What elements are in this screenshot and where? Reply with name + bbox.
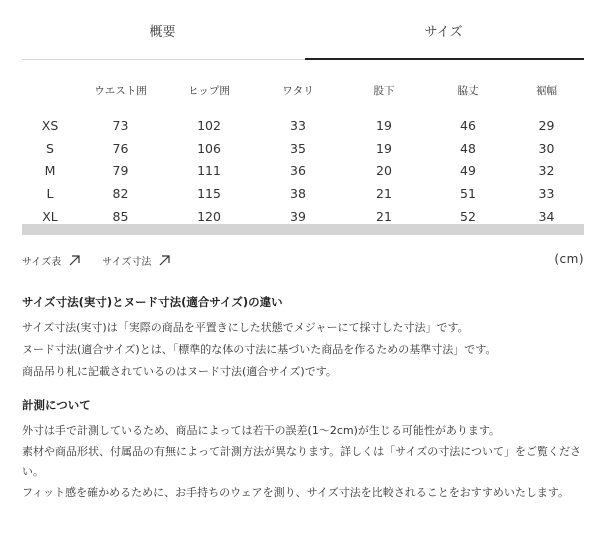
table-cell: 21 [376, 209, 392, 225]
row-size-label: XL [42, 209, 58, 225]
section-heading: サイズ寸法(実寸)とヌード寸法(適合サイズ)の違い [22, 295, 283, 309]
table-header-row [22, 78, 584, 102]
section-heading: 計測について [22, 398, 91, 412]
row-size-label: XS [41, 117, 59, 133]
table-cell: 48 [460, 140, 476, 156]
table-cell: 51 [460, 186, 476, 202]
table-cell: 49 [460, 163, 476, 179]
table-cell: 33 [290, 117, 306, 133]
row-size-label: S [46, 140, 54, 156]
table-cell: 76 [112, 140, 129, 156]
tab-overview[interactable] [22, 0, 303, 61]
tab-size[interactable] [303, 0, 584, 61]
table-cell: 19 [376, 117, 392, 133]
horizontal-scrollbar[interactable] [22, 224, 584, 235]
row-size-label: L [46, 186, 54, 202]
table-cell: 30 [538, 140, 555, 156]
table-cell: 20 [376, 163, 392, 179]
note-line: 商品吊り札に記載されているのはヌード寸法(適合サイズ)です。 [22, 365, 337, 378]
size-chart-link-label: サイズ表 [22, 256, 62, 268]
size-links-row [22, 250, 584, 270]
table-cell: 19 [376, 140, 392, 156]
table-cell: 32 [538, 163, 555, 179]
table-cell: 46 [460, 117, 476, 133]
table-cell: 52 [460, 209, 476, 225]
table-row [22, 160, 584, 183]
table-cell: 79 [112, 163, 129, 179]
unit-label: (cm) [554, 252, 584, 266]
note-line: サイズ寸法(実寸)は「実際の商品を平置きにした状態でメジャーにて採寸した寸法」です。 [22, 321, 469, 334]
table-cell: 111 [197, 163, 221, 179]
note-line: フィット感を確かめるために、お手持ちのウェアを測り、サイズ寸法を比較されることをおすすめいたします。 [22, 486, 570, 499]
table-cell: 102 [197, 117, 221, 133]
note-line: 外寸は手で計測しているため、商品によっては若干の誤差(1〜2cm)が生じる可能性があります。 [22, 424, 501, 437]
header-inseam: 股下 [373, 84, 395, 97]
tab-size-label: サイズ [424, 25, 463, 40]
table-cell: 39 [290, 209, 306, 225]
size-table [22, 78, 584, 228]
table-row [22, 114, 584, 137]
table-cell: 82 [112, 186, 129, 202]
header-thigh: ワタリ [282, 84, 314, 97]
table-cell: 106 [197, 140, 221, 156]
table-cell: 35 [290, 140, 306, 156]
table-cell: 73 [112, 117, 129, 133]
note-line: 素材や商品形状、付属品の有無によって計測方法が異なります。詳しくは「サイズの寸法について」をご覧ください。 [22, 445, 582, 478]
arrow-up-right-icon [159, 255, 170, 266]
note-line: ヌード寸法(適合サイズ)とは、「標準的な体の寸法に基づいた商品を作るための基準寸法」です。 [22, 343, 497, 356]
table-row [22, 137, 584, 160]
table-cell: 120 [197, 209, 221, 225]
header-hip: ヒップ囲 [188, 84, 230, 97]
size-measure-link[interactable] [102, 253, 170, 268]
size-chart-link[interactable] [22, 253, 80, 268]
header-side-length: 脇丈 [457, 84, 479, 97]
table-cell: 115 [197, 186, 221, 202]
table-cell: 21 [376, 186, 392, 202]
active-tab-indicator [305, 58, 584, 60]
table-cell: 33 [538, 186, 555, 202]
measurement-notes [22, 397, 584, 503]
size-notes [22, 294, 584, 505]
table-cell: 36 [290, 163, 306, 179]
arrow-up-right-icon [69, 255, 80, 266]
header-waist: ウエスト囲 [94, 84, 147, 97]
table-cell: 29 [538, 117, 555, 133]
tab-overview-label: 概要 [149, 25, 176, 40]
table-cell: 34 [538, 209, 555, 225]
size-measure-link-label: サイズ寸法 [102, 256, 152, 268]
header-hem-width: 裾幅 [536, 84, 557, 97]
table-row [22, 182, 584, 205]
row-size-label: M [44, 163, 56, 179]
tab-bar [22, 0, 584, 61]
table-cell: 38 [290, 186, 306, 202]
table-cell: 85 [112, 209, 129, 225]
